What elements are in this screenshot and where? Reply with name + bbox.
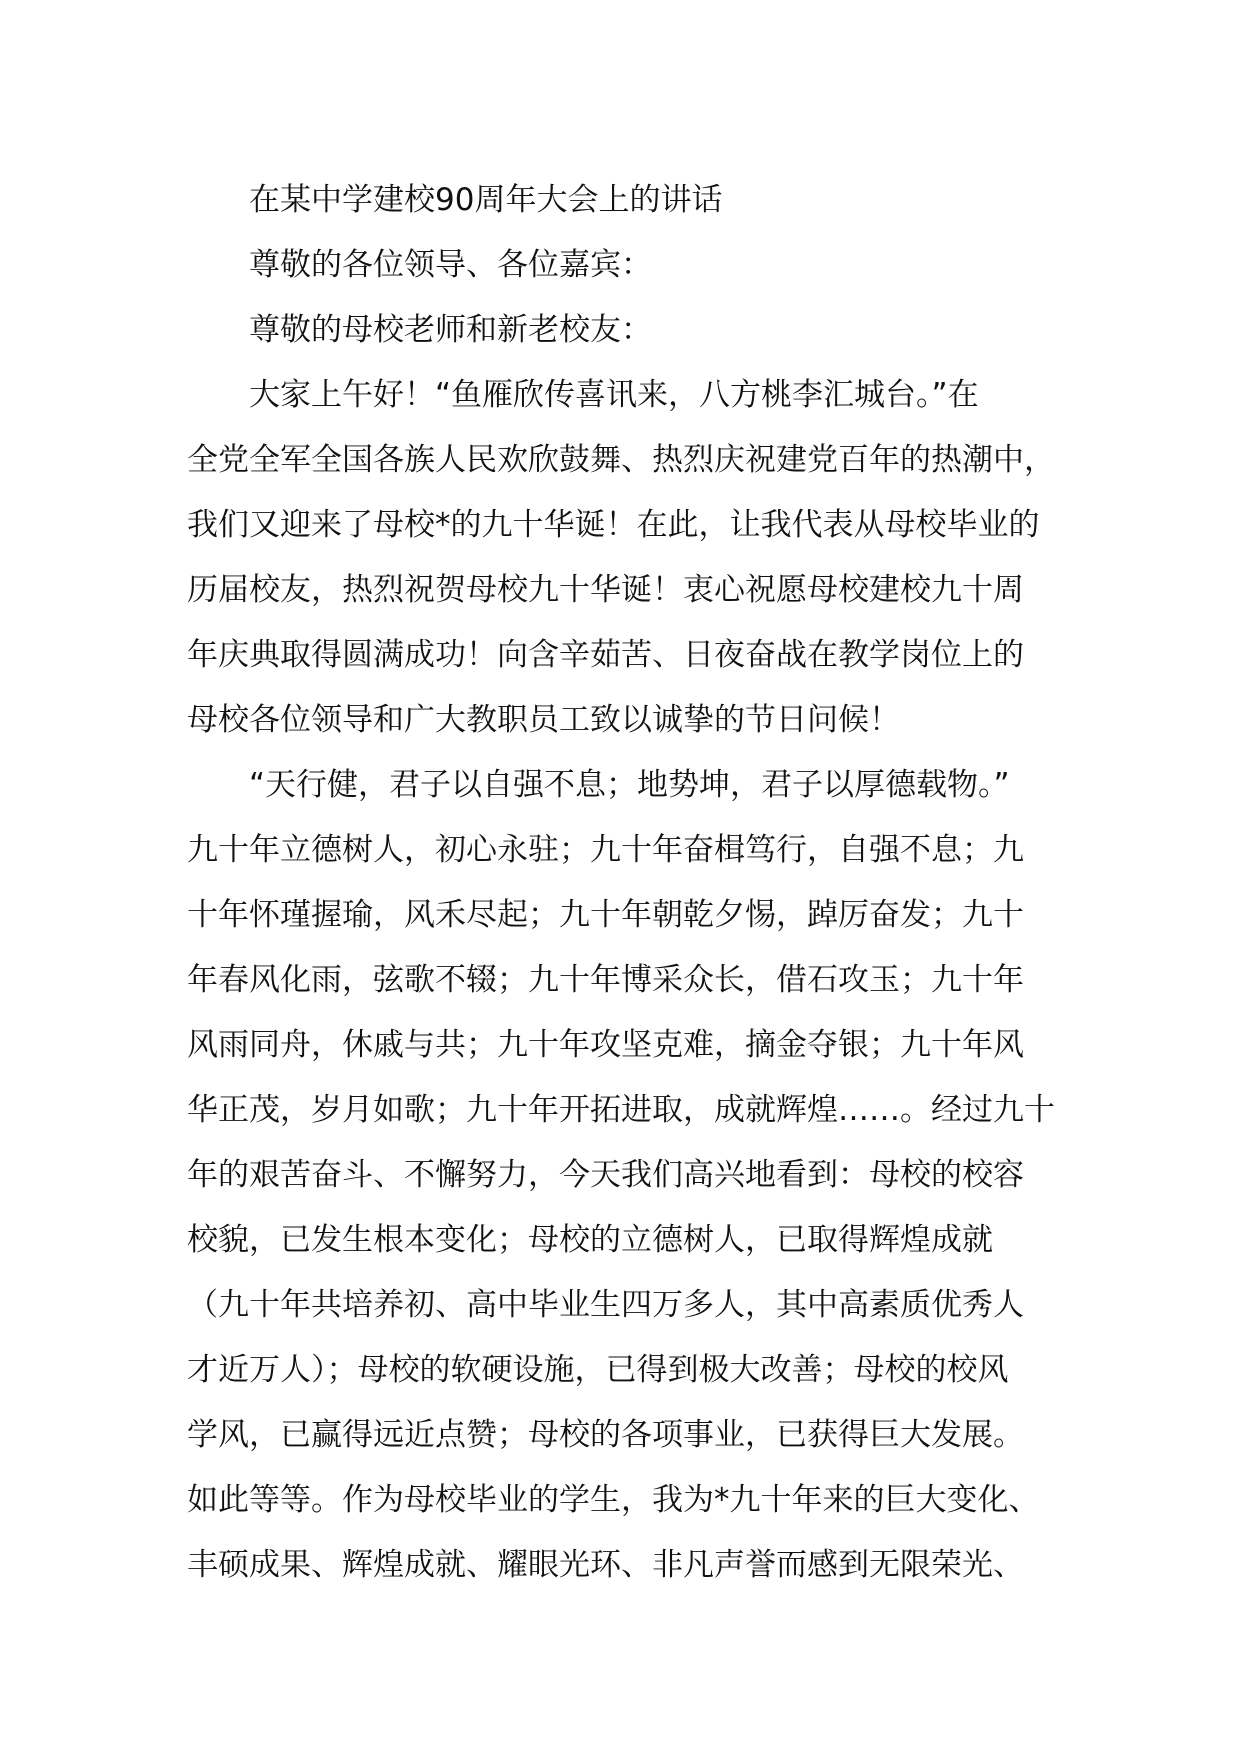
paragraph-line: 十年怀瑾握瑜，风禾尽起；九十年朝乾夕惕，踔厉奋发；九十 bbox=[187, 897, 1024, 933]
paragraph-line: 年春风化雨，弦歌不辍；九十年博采众长，借石攻玉；九十年 bbox=[187, 962, 1024, 998]
paragraph-line: 大家上午好！“鱼雁欣传喜讯来，八方桃李汇城台。”在 bbox=[249, 377, 979, 413]
paragraph-line: 丰硕成果、辉煌成就、耀眼光环、非凡声誉而感到无限荣光、 bbox=[187, 1547, 1024, 1583]
paragraph-line: 校貌，已发生根本变化；母校的立德树人，已取得辉煌成就 bbox=[187, 1222, 993, 1258]
salutation-leaders: 尊敬的各位领导、各位嘉宾： bbox=[249, 247, 652, 283]
paragraph-line: 学风，已赢得远近点赞；母校的各项事业，已获得巨大发展。 bbox=[187, 1417, 1024, 1453]
paragraph-line: 华正茂，岁月如歌；九十年开拓进取，成就辉煌……。经过九十 bbox=[187, 1092, 1055, 1128]
document-title: 在某中学建校90周年大会上的讲话 bbox=[249, 182, 723, 218]
document-body bbox=[187, 168, 1067, 1598]
paragraph-line: 风雨同舟，休戚与共；九十年攻坚克难，摘金夺银；九十年风 bbox=[187, 1027, 1024, 1063]
paragraph-line: 九十年立德树人，初心永驻；九十年奋楫笃行，自强不息；九 bbox=[187, 832, 1024, 868]
paragraph-line: （九十年共培养初、高中毕业生四万多人，其中高素质优秀人 bbox=[187, 1287, 1024, 1323]
paragraph-line: 年庆典取得圆满成功！向含辛茹苦、日夜奋战在教学岗位上的 bbox=[187, 637, 1024, 673]
paragraph-line: 母校各位领导和广大教职员工致以诚挚的节日问候！ bbox=[187, 702, 900, 738]
paragraph-line: 年的艰苦奋斗、不懈努力，今天我们高兴地看到：母校的校容 bbox=[187, 1157, 1024, 1193]
paragraph-line: 全党全军全国各族人民欢欣鼓舞、热烈庆祝建党百年的热潮中， bbox=[187, 442, 1055, 478]
paragraph-line: 才近万人）；母校的软硬设施，已得到极大改善；母校的校风 bbox=[187, 1352, 1009, 1388]
paragraph-line: 我们又迎来了母校*的九十华诞！在此，让我代表从母校毕业的 bbox=[187, 507, 1040, 543]
paragraph-line: 如此等等。作为母校毕业的学生，我为*九十年来的巨大变化、 bbox=[187, 1482, 1040, 1518]
paragraph-line: “天行健，君子以自强不息；地势坤，君子以厚德载物。” bbox=[249, 767, 1010, 803]
salutation-teachers: 尊敬的母校老师和新老校友： bbox=[249, 312, 652, 348]
paragraph-line: 历届校友，热烈祝贺母校九十华诞！衷心祝愿母校建校九十周 bbox=[187, 572, 1024, 608]
